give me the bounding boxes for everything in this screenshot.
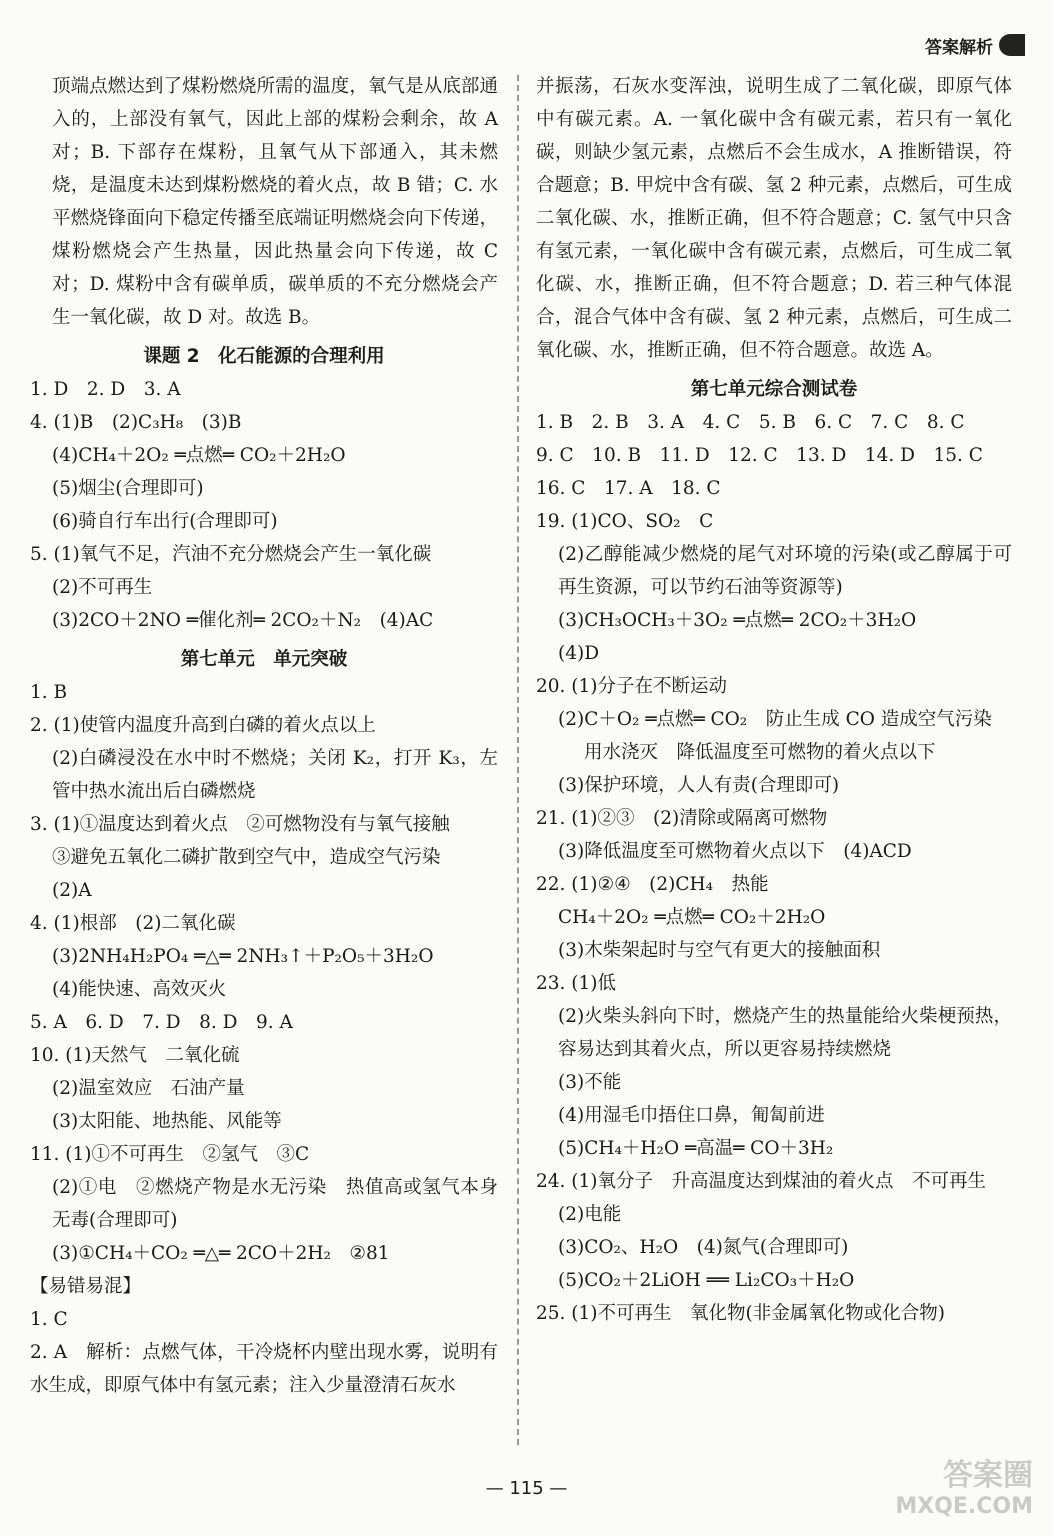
answer-line: (3)2CO＋2NO ═催化剂═ 2CO₂＋N₂ (4)AC <box>52 610 434 631</box>
answer-line: ③避免五氧化二磷扩散到空气中，造成空气污染 <box>52 847 441 868</box>
answer-line: 4. (1)根部 (2)二氧化碳 <box>30 913 236 934</box>
answer-line: (2)火柴头斜向下时，燃烧产生的热量能给火柴梗预热，容易达到其着火点，所以更容易持续燃烧 <box>558 1006 1012 1060</box>
answer-line: (4)CH₄＋2O₂ ═点燃═ CO₂＋2H₂O <box>52 445 346 466</box>
answer-line: (3)CH₃OCH₃＋3O₂ ═点燃═ 2CO₂＋3H₂O <box>558 610 917 631</box>
answer-line: 3. (1)①温度达到着火点 ②可燃物没有与氧气接触 <box>30 814 450 835</box>
watermark <box>833 1450 1033 1520</box>
answer-line: 2. A 解析：点燃气体，干冷烧杯内壁出现水雾，说明有水生成，即原气体中有氢元素；注入少量澄清石灰水 <box>30 1342 498 1396</box>
watermark-text: 答案圈 <box>943 1458 1033 1493</box>
paragraph: 并振荡，石灰水变浑浊，说明生成了二氧化碳，即原气体中有碳元素。A. 一氧化碳中含有碳元素，若只有一氧化碳，则缺少氢元素，点燃后不会生成水，A 推断错误，符合题意；B. 甲烷中含有碳、氢 2 种元素，点燃后，可生成二氧化碳、水，推断正确，但不符合题意；C. 氢气中只含有氢元素，一氧化碳中含有碳元素，点燃后，可生成二氧化碳、水，推断正确，但不符合题意；D. 若三种气体混合，混合气体中含有碳、氢 2 种元素，点燃后，可生成二氧化碳、水，推断正确，但不符合题意。故选 A。 <box>536 76 1012 361</box>
answer-line: (4)用湿毛巾捂住口鼻，匍匐前进 <box>558 1105 825 1126</box>
answer-line: CH₄＋2O₂ ═点燃═ CO₂＋2H₂O <box>558 907 826 928</box>
answer-line: (2)A <box>52 880 92 901</box>
answer-line: (3)木柴架起时与空气有更大的接触面积 <box>558 940 881 961</box>
answer-line: (4)D <box>558 643 600 664</box>
answer-line: 20. (1)分子在不断运动 <box>536 676 728 697</box>
answer-line: 1. B <box>30 682 68 703</box>
page-number: — 115 — <box>485 1478 568 1499</box>
right-column <box>536 70 1012 1330</box>
section-heading: 课题 2 化石能源的合理利用 <box>143 346 385 367</box>
answer-line: 5. (1)氧气不足，汽油不充分燃烧会产生一氧化碳 <box>30 544 432 565</box>
answer-line: (2)白磷浸没在水中时不燃烧；关闭 K₂，打开 K₃，左管中热水流出后白磷燃烧 <box>52 748 498 802</box>
answer-line: (3)降低温度至可燃物着火点以下 (4)ACD <box>558 841 912 862</box>
answer-line: (5)烟尘(合理即可) <box>52 478 204 499</box>
section-heading: 第七单元综合测试卷 <box>690 379 858 400</box>
answer-line: 25. (1)不可再生 氧化物(非金属氧化物或化合物) <box>536 1303 945 1324</box>
answer-line: 10. (1)天然气 二氧化硫 <box>30 1045 240 1066</box>
answer-line: 2. (1)使管内温度升高到白磷的着火点以上 <box>30 715 376 736</box>
answer-line: 1. D 2. D 3. A <box>30 379 181 400</box>
answer-line: (3)保护环境，人人有责(合理即可) <box>558 775 840 796</box>
section-tag-label: 答案解析 <box>925 37 993 58</box>
paragraph: 顶端点燃达到了煤粉燃烧所需的温度，氧气是从底部通入的，上部没有氧气，因此上部的煤粉会剩余，故 A 对；B. 下部存在煤粉，且氧气从下部通入，其未燃烧，是温度未达到煤粉燃烧的着火点，故 B 错；C. 水平燃烧锋面向下稳定传播至底端证明燃烧会向下传递，煤粉燃烧会产生热量，因此热量会向下传递，故 C 对；D. 煤粉中含有碳单质，碳单质的不充分燃烧会产生一氧化碳，故 D 对。故选 B。 <box>52 76 498 328</box>
answer-line: 11. (1)①不可再生 ②氢气 ③C <box>30 1144 310 1165</box>
answer-line: (2)电能 <box>558 1204 622 1225</box>
answer-line: (2)①电 ②燃烧产物是水无污染 热值高或氢气本身无毒(合理即可) <box>52 1177 498 1231</box>
subsection-label: 【易错易混】 <box>30 1276 142 1297</box>
answer-line: 9. C 10. B 11. D 12. C 13. D 14. D 15. C <box>536 445 983 466</box>
answer-line: 23. (1)低 <box>536 973 617 994</box>
answer-line: (4)能快速、高效灭火 <box>52 979 227 1000</box>
answer-line: 4. (1)B (2)C₃H₈ (3)B <box>30 412 242 433</box>
answer-line: (3)2NH₄H₂PO₄ ═△═ 2NH₃↑＋P₂O₅＋3H₂O <box>52 946 434 967</box>
answer-line: (3)太阳能、地热能、风能等 <box>52 1111 282 1132</box>
answer-line: (5)CH₄＋H₂O ═高温═ CO＋3H₂ <box>558 1138 834 1159</box>
section-heading: 第七单元 单元突破 <box>180 649 348 670</box>
section-tag <box>925 30 1025 60</box>
watermark-url: MXQE.COM <box>895 1494 1033 1519</box>
answer-line: (2)C＋O₂ ═点燃═ CO₂ 防止生成 CO 造成空气污染 <box>558 709 992 730</box>
answer-line: 1. C <box>30 1309 68 1330</box>
answer-line: 5. A 6. D 7. D 8. D 9. A <box>30 1012 293 1033</box>
answer-line: (3)不能 <box>558 1072 622 1093</box>
answer-line: (3)CO₂、H₂O (4)氮气(合理即可) <box>558 1237 849 1258</box>
left-column <box>30 70 498 1402</box>
answer-line: 16. C 17. A 18. C <box>536 478 721 499</box>
answer-line: 1. B 2. B 3. A 4. C 5. B 6. C 7. C 8. C <box>536 412 965 433</box>
answer-line: 21. (1)②③ (2)清除或隔离可燃物 <box>536 808 828 829</box>
answer-line: 22. (1)②④ (2)CH₄ 热能 <box>536 874 769 895</box>
answer-line: 24. (1)氧分子 升高温度达到煤油的着火点 不可再生 <box>536 1171 987 1192</box>
answer-line: 用水浇灭 降低温度至可燃物的着火点以下 <box>584 742 936 763</box>
answer-line: (2)乙醇能减少燃烧的尾气对环境的污染(或乙醇属于可再生资源，可以节约石油等资源等) <box>558 544 1012 598</box>
answer-line: (2)温室效应 石油产量 <box>52 1078 245 1099</box>
answer-line: 19. (1)CO、SO₂ C <box>536 511 714 532</box>
column-divider <box>517 75 519 1445</box>
answer-line: (2)不可再生 <box>52 577 153 598</box>
answer-line: (6)骑自行车出行(合理即可) <box>52 511 278 532</box>
answer-line: (5)CO₂＋2LiOH ══ Li₂CO₃＋H₂O <box>558 1270 855 1291</box>
tag-marker-icon <box>999 34 1025 56</box>
answer-line: (3)①CH₄＋CO₂ ═△═ 2CO＋2H₂ ②81 <box>52 1243 390 1264</box>
